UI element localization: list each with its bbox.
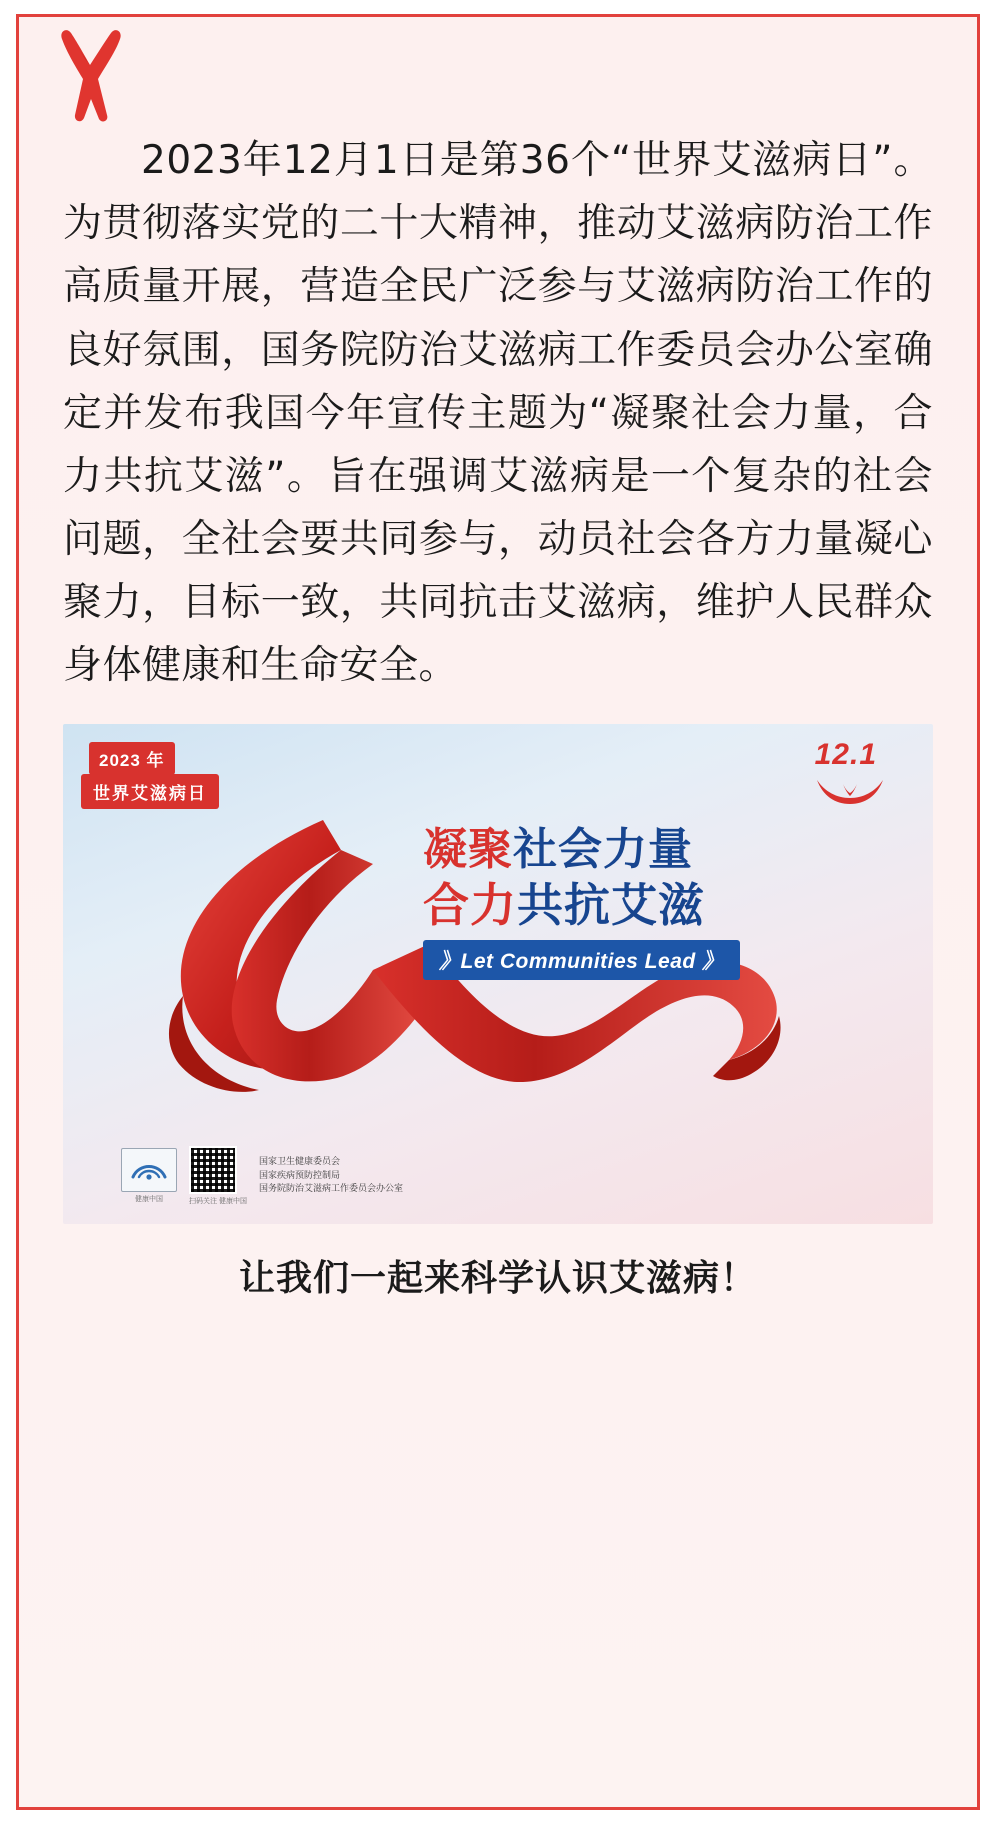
poster-headline bbox=[423, 823, 813, 980]
closing-line: 让我们一起来科学认识艾滋病！ bbox=[238, 1257, 757, 1299]
headline-line2-blue: 共抗艾滋 bbox=[517, 877, 705, 932]
org-line-2: 国家疾病预防控制局 bbox=[258, 1169, 340, 1180]
article-body: 2023年12月1日是第36个“世界艾滋病日”。为贯彻落实党的二十大精神，推动艾滋病防治工作高质量开展，营造全民广泛参与艾滋病防治工作的良好氛围，国务院防治艾滋病工作委员会办公室确定并发布我国今年宣传主题为“凝聚社会力量，合力共抗艾滋”。旨在强调艾滋病是一个复杂的社会问题，全社会要共同参与，动员社会各方力量凝心聚力，目标一致，共同抗击艾滋病，维护人民群众身体健康和生命安全。 bbox=[63, 138, 933, 689]
poster-year-badge: 2023 年 bbox=[89, 742, 175, 775]
qr-code-icon bbox=[189, 1146, 237, 1194]
logo-caption: 健康中国 bbox=[135, 1195, 163, 1203]
aids-ribbon-icon bbox=[45, 29, 135, 125]
org-line-1: 国家卫生健康委员会 bbox=[258, 1156, 340, 1167]
campaign-poster-image bbox=[63, 724, 933, 1224]
article-content bbox=[19, 129, 977, 1301]
headline-line1-red: 凝聚 bbox=[423, 823, 513, 875]
poster-date-mark: 12.1 bbox=[814, 737, 877, 771]
health-china-logo-icon bbox=[121, 1148, 177, 1192]
qr-caption: 扫码关注 健康中国 bbox=[189, 1197, 247, 1205]
headline-line1-blue: 社会力量 bbox=[513, 823, 693, 875]
poster-footer bbox=[121, 1146, 403, 1206]
org-line-3: 国务院防治艾滋病工作委员会办公室 bbox=[258, 1183, 403, 1194]
poster-day-badge: 世界艾滋病日 bbox=[81, 774, 219, 809]
headline-line2-red: 合力 bbox=[423, 877, 517, 932]
article-card bbox=[16, 14, 980, 1810]
headline-english-slogan: 》Let Communities Lead 》 bbox=[423, 940, 740, 980]
organization-credits bbox=[259, 1155, 403, 1196]
